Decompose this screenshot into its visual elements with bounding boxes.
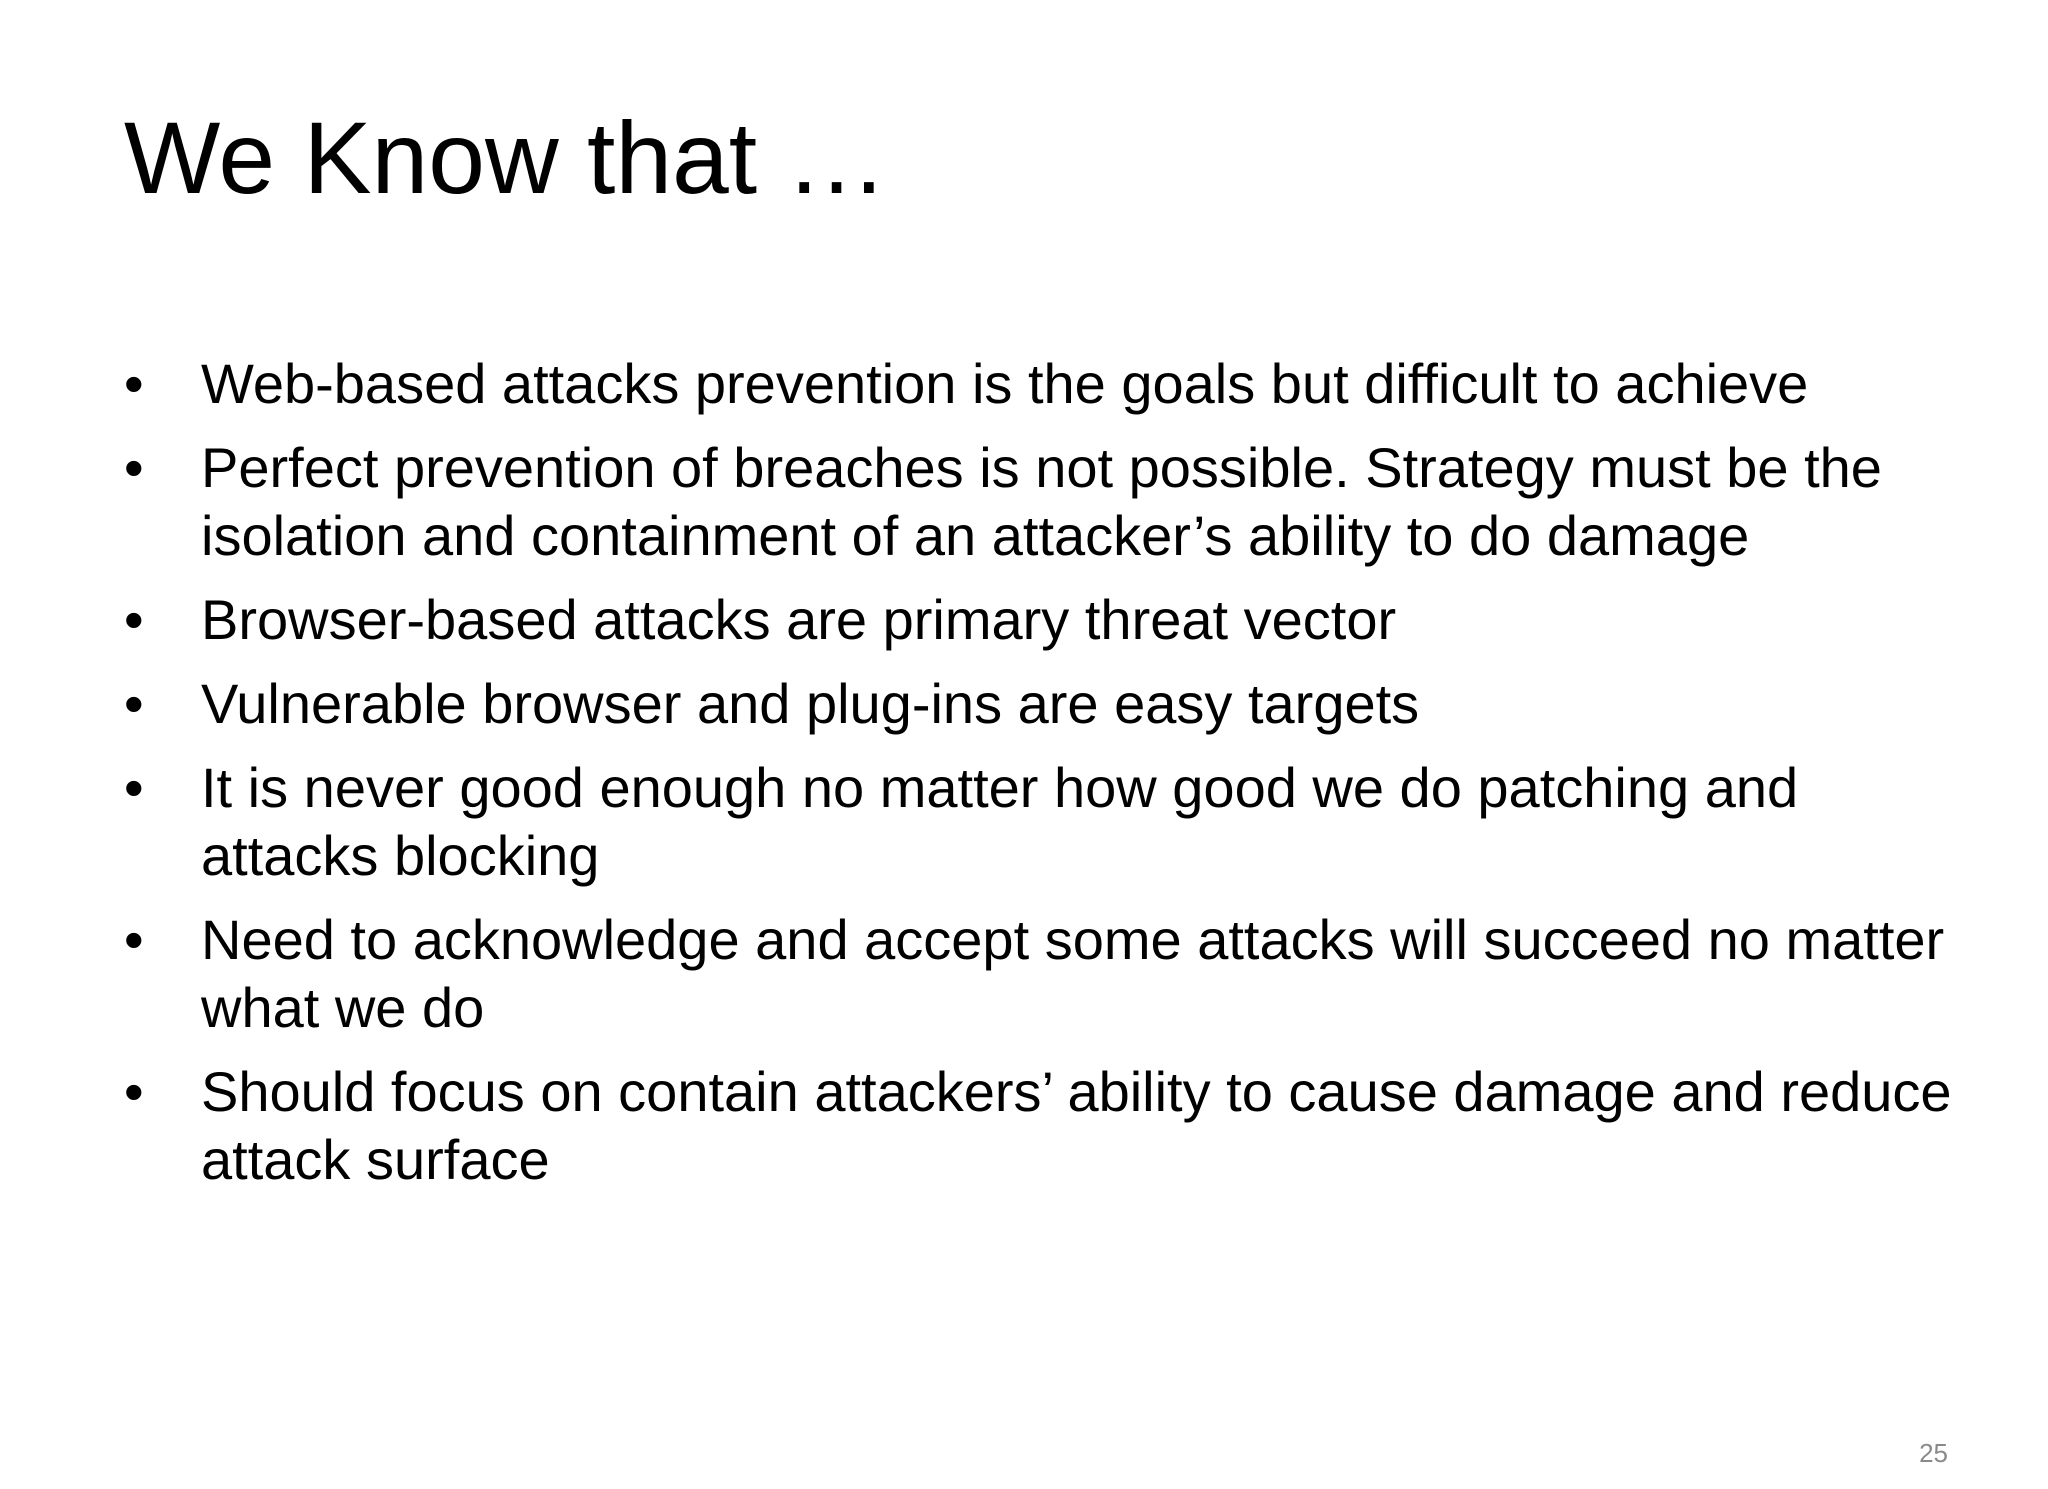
- bullet-item: [124, 350, 1984, 418]
- bullet-text: Browser-based attacks are primary threat vector: [201, 588, 1397, 651]
- bullet-text: Need to acknowledge and accept some attacks will succeed no matter what we do: [201, 908, 1945, 1039]
- bullet-icon: •: [124, 436, 144, 499]
- bullet-text: Should focus on contain attackers’ ability to cause damage and reduce attack surface: [201, 1060, 1952, 1191]
- bullet-list: [124, 350, 1984, 1210]
- bullet-text: Perfect prevention of breaches is not possible. Strategy must be the isolation and containment of an attacker’s ability to do damage: [201, 436, 1882, 567]
- bullet-icon: •: [124, 672, 144, 735]
- bullet-item: [124, 906, 1984, 1042]
- bullet-icon: •: [124, 588, 144, 651]
- slide-number: 25: [1919, 1438, 1948, 1468]
- bullet-item: [124, 1058, 1984, 1194]
- bullet-item: [124, 670, 1984, 738]
- bullet-icon: •: [124, 908, 144, 971]
- slide-title: We Know that …: [124, 101, 888, 215]
- bullet-icon: •: [124, 756, 144, 819]
- bullet-icon: •: [124, 1060, 144, 1123]
- bullet-text: It is never good enough no matter how good we do patching and attacks blocking: [201, 756, 1799, 887]
- bullet-item: [124, 434, 1984, 570]
- bullet-item: [124, 754, 1984, 890]
- bullet-icon: •: [124, 352, 144, 415]
- bullet-text: Vulnerable browser and plug-ins are easy targets: [201, 672, 1420, 735]
- bullet-item: [124, 586, 1984, 654]
- bullet-text: Web-based attacks prevention is the goals but difficult to achieve: [201, 352, 1809, 415]
